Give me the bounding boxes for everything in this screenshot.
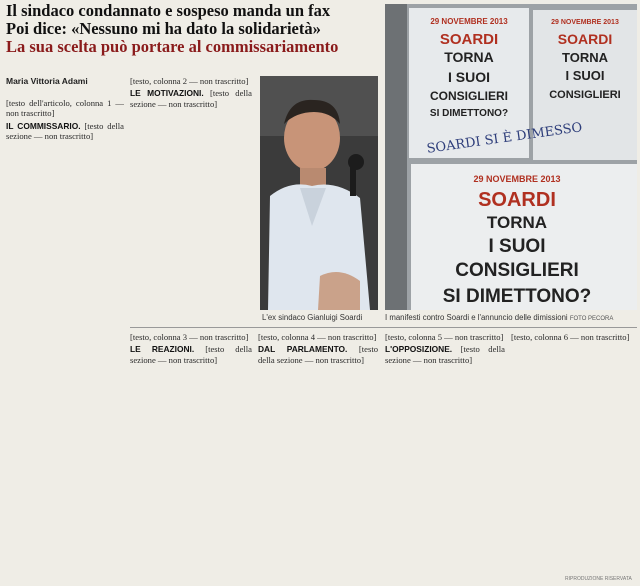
column-1-lead: [testo dell'articolo, colonna 1 — non trascritto]: [6, 98, 124, 119]
poster-line-isuoi-2: I SUOI: [565, 68, 605, 83]
author-byline: Maria Vittoria Adami: [6, 76, 88, 86]
poster-line-torna-1: TORNA: [444, 49, 494, 65]
poster-name-3: SOARDI: [478, 189, 556, 211]
poster-line-isuoi-3: I SUOI: [488, 236, 546, 257]
poster-line-dimettono-3: SI DIMETTONO?: [442, 286, 592, 307]
poster-line-consiglieri-1: CONSIGLIERI: [429, 89, 509, 103]
poster-line-dimettono-1: SI DIMETTONO?: [429, 108, 509, 119]
section-text-parlamento: [testo della sezione — non trascritto]: [258, 344, 378, 365]
handwritten-note: SOARDI SI È DIMESSO: [425, 120, 584, 157]
section-title-reazioni: LE REAZIONI.: [130, 344, 195, 355]
column-5-lead: [testo, colonna 5 — non trascritto]: [385, 332, 504, 342]
portrait-photo: [260, 76, 378, 310]
article-column-1: [6, 98, 124, 584]
headline-subtitle: La sua scelta può portare al commissariamento: [6, 37, 339, 56]
column-2-lead: [testo, colonna 2 — non trascritto]: [130, 76, 249, 86]
article-column-3: [130, 332, 252, 584]
poster-date-2: 29 NOVEMBRE 2013: [551, 19, 619, 26]
headline-line-1: Il sindaco condannato e sospeso manda un fax: [6, 1, 331, 20]
section-title-opposizione: L'OPPOSIZIONE.: [385, 344, 453, 355]
posters-caption: [385, 313, 613, 322]
poster-line-isuoi-1: I SUOI: [447, 69, 491, 85]
column-6-lead: [testo, colonna 6 — non trascritto]: [511, 332, 630, 342]
posters-photo: [385, 4, 637, 310]
caption-divider: [130, 327, 637, 328]
article-column-4: [258, 332, 378, 584]
section-text-motivazioni: [testo della sezione — non trascritto]: [130, 88, 252, 109]
poster-date-1: 29 NOVEMBRE 2013: [430, 17, 508, 26]
poster-name-1: SOARDI: [439, 31, 499, 48]
poster-date-3: 29 NOVEMBRE 2013: [473, 174, 561, 184]
section-text-commissario: [testo della sezione — non trascritto]: [6, 120, 124, 142]
headline-line-2: Poi dice: «Nessuno mi ha dato la solidarietà»: [6, 19, 321, 38]
poster-line-torna-3: TORNA: [486, 213, 548, 232]
poster-line-consiglieri-3: CONSIGLIERI: [455, 260, 579, 281]
poster-line-torna-2: TORNA: [562, 50, 608, 65]
photo-credit: FOTO PECORA: [569, 316, 614, 322]
portrait-caption: L'ex sindaco Gianluigi Soardi: [262, 313, 363, 322]
column-3-lead: [testo, colonna 3 — non trascritto]: [130, 332, 249, 342]
section-text-reazioni: [testo della sezione — non trascritto]: [130, 344, 252, 365]
article-column-6: [511, 332, 635, 572]
portrait-illustration: [260, 76, 378, 310]
column-4-lead: [testo, colonna 4 — non trascritto]: [258, 332, 377, 342]
poster-line-consiglieri-2: CONSIGLIERI: [549, 89, 621, 101]
footer-credit: RIPRODUZIONE RISERVATA: [565, 576, 632, 582]
section-title-parlamento: DAL PARLAMENTO.: [258, 344, 348, 355]
headline: [6, 2, 381, 56]
posters-illustration: [385, 4, 637, 310]
section-title-commissario: IL COMMISSARIO.: [6, 120, 81, 131]
section-text-opposizione: [testo della sezione — non trascritto]: [385, 344, 505, 365]
article-column-5: [385, 332, 505, 584]
posters-caption-text: I manifesti contro Soardi e l'annuncio delle dimissioni: [385, 313, 568, 322]
section-title-motivazioni: LE MOTIVAZIONI.: [130, 88, 204, 99]
poster-name-2: SOARDI: [557, 31, 613, 47]
